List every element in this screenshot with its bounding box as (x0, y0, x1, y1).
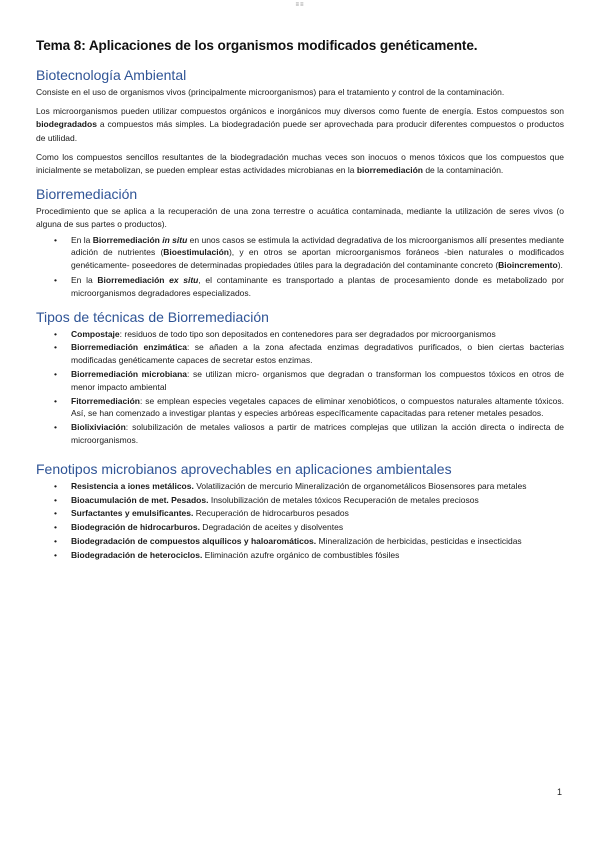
paragraph: Consiste en el uso de organismos vivos (principalmente microorganismos) para el tratamiento y control de la contaminación. (36, 87, 505, 97)
bullet-icon: • (54, 395, 57, 406)
section-heading-fenotipos: Fenotipos microbianos aprovechables en aplicaciones ambientales (36, 460, 452, 477)
section-heading-biorremediacion: Biorremediación (36, 186, 138, 203)
section-heading-biotecnologia: Biotecnología Ambiental (36, 67, 187, 83)
paragraph: Los microorganismos pueden utilizar compuestos orgánicos e inorgánicos muy diversos como fuente de energía. Estos compuestos son biodegradados a compuestos más simples. La biodegradación puede ser aprovechada para producir diferentes compuestos o productos de utilidad. (36, 106, 564, 143)
bullet-icon: • (54, 549, 57, 560)
list-item: • Surfactantes y emulsificantes. Recuperación de hidrocarburos pesados (54, 508, 349, 519)
page-title: Tema 8: Aplicaciones de los organismos modificados genéticamente. (36, 38, 478, 53)
document-page (36, 38, 564, 563)
bullet-icon: • (54, 522, 57, 533)
bullet-icon: • (54, 369, 57, 379)
section-biorremediacion (36, 186, 564, 299)
list-item: • Fitorremediación: se emplean especies vegetales capaces de eliminar xenobióticos, o compuestos naturales altamente tóxicos. Así, se han comenzado a investigar plantas y especies arbóreas específicamente capacitadas para retener metales pesados. (54, 395, 564, 419)
bullet-icon: • (54, 508, 57, 519)
bullet-list (36, 234, 564, 300)
bullet-icon: • (54, 342, 57, 353)
bullet-icon: • (54, 234, 57, 245)
page-number: 1 (557, 787, 563, 797)
bullet-icon: • (54, 275, 57, 286)
list-item: • Biorremediación microbiana: se utilizan micro- organismos que degradan o transforman los compuestos tóxicos en otros de menor impacto ambiental (54, 369, 564, 392)
bullet-icon: • (54, 328, 57, 339)
section-heading-tipos: Tipos de técnicas de Biorremediación (36, 308, 269, 325)
bullet-icon: • (54, 494, 57, 505)
list-item: • Biodegradación de heterociclos. Eliminación azufre orgánico de combustibles fósiles (54, 549, 400, 560)
bullet-icon: • (54, 535, 57, 546)
list-item: • En la Biorremediación in situ en unos casos se estimula la actividad degradativa de los microorganismos allí presentes mediante adición de nutrientes (Bioestimulación), y en otros se aportan microorganismos foráneos -bien naturales o modificados genéticamente- poseedores de determinadas propiedades útiles para la degradación del contaminante concreto (Bioincremento). (54, 234, 564, 271)
list-item: • Biolixiviación: solubilización de metales valiosos a partir de matrices complejas que utilizan la acción directa o indirecta de microorganismos. (54, 422, 564, 445)
section-tipos-tecnicas (36, 309, 564, 447)
bullet-list (36, 328, 564, 447)
bullet-list (36, 480, 564, 562)
section-biotecnologia (36, 67, 564, 177)
list-item: • Biorremediación enzimática: se añaden a la zona afectada enzimas degradativos purificados, o bien ciertas bacterias modificadas genéticamente capaces de secretar estos enzimas. (54, 342, 564, 366)
section-fenotipos (36, 461, 564, 562)
bullet-icon: • (54, 422, 57, 433)
list-item: • Biodegradación de compuestos alquílicos y haloaromáticos. Mineralización de herbicidas, pesticidas e insecticidas (54, 535, 522, 546)
list-item: • Biodegración de hidrocarburos. Degradación de aceites y disolventes (54, 522, 344, 533)
list-item: • Compostaje: residuos de todo tipo son depositados en contenedores para ser degradados por microorganismos (54, 328, 496, 339)
list-item: • Resistencia a iones metálicos. Volatilización de mercurio Mineralización de organometálicos Biosensores para metales (54, 480, 527, 491)
bullet-icon: • (54, 480, 57, 491)
paragraph: Como los compuestos sencillos resultantes de la biodegradación muchas veces son inocuos o menos tóxicos que los compuestos que inicialmente se metabolizan, se pueden emplear estas actividades microbianas en la biorremediación de la contaminación. (36, 151, 564, 176)
list-item: • Bioacumulación de met. Pesados. Insolubilización de metales tóxicos Recuperación de metales preciosos (54, 494, 479, 505)
list-item: • En la Biorremediación ex situ, el contaminante es transportado a plantas de procesamiento donde es metabolizado por microorganismos degradadores especializados. (54, 275, 564, 298)
header-mark: ≡≡ (295, 2, 305, 8)
paragraph: Procedimiento que se aplica a la recuperación de una zona terrestre o acuática contaminada, mediante la utilización de seres vivos (o alguna de sus partes o productos). (36, 206, 564, 230)
